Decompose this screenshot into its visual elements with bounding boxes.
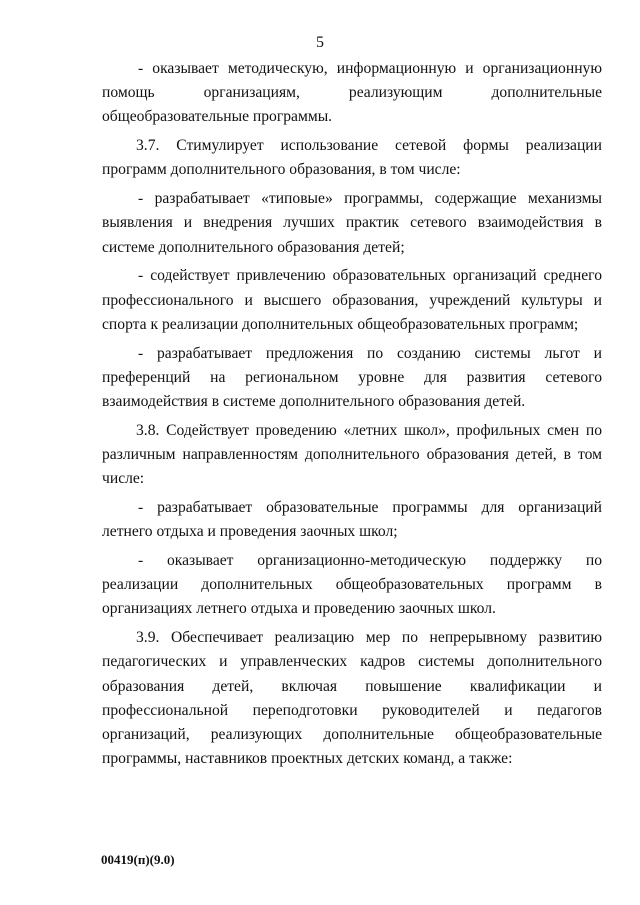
- page-number: 5: [316, 34, 324, 51]
- paragraph: - разрабатывает «типовые» программы, содержащие механизмы выявления и внедрения лучших практик сетевого взаимодействия в системе дополнительного образования детей;: [102, 190, 602, 256]
- paragraph: 3.9. Обеспечивает реализацию мер по непрерывному развитию педагогических и управленческих кадров системы дополнительного образования детей, включая повышение квалификации и профессиональной переподготовки руководителей и педагогов организаций, реализующих дополнительные общеобразовательные программы, наставников проектных детских команд, а также:: [102, 629, 602, 768]
- paragraph: - оказывает методическую, информационную и организационную помощь организациям, реализующим дополнительные общеобразовательные программы.: [102, 60, 602, 126]
- paragraph: 3.8. Содействует проведению «летних школ», профильных смен по различным направленностям дополнительного образования детей, в том числе:: [102, 421, 602, 488]
- paragraph: - оказывает организационно-методическую поддержку по реализации дополнительных общеобразовательных программ в организациях летнего отдыха и проведению заочных школ.: [102, 552, 602, 618]
- paragraph: - разрабатывает образовательные программы для организаций летнего отдыха и проведения заочных школ;: [102, 499, 602, 541]
- document-code: 00419(п)(9.0): [101, 852, 175, 867]
- paragraph: - разрабатывает предложения по созданию системы льгот и преференций на региональном уровне для развития сетевого взаимодействия в системе дополнительного образования детей.: [102, 344, 602, 411]
- document-body: [102, 57, 602, 776]
- paragraph: 3.7. Стимулирует использование сетевой формы реализации программ дополнительного образования, в том числе:: [102, 137, 602, 179]
- paragraph: - содействует привлечению образовательных организаций среднего профессионального и высшего образования, учреждений культуры и спорта к реализации дополнительных общеобразовательных программ;: [102, 267, 602, 333]
